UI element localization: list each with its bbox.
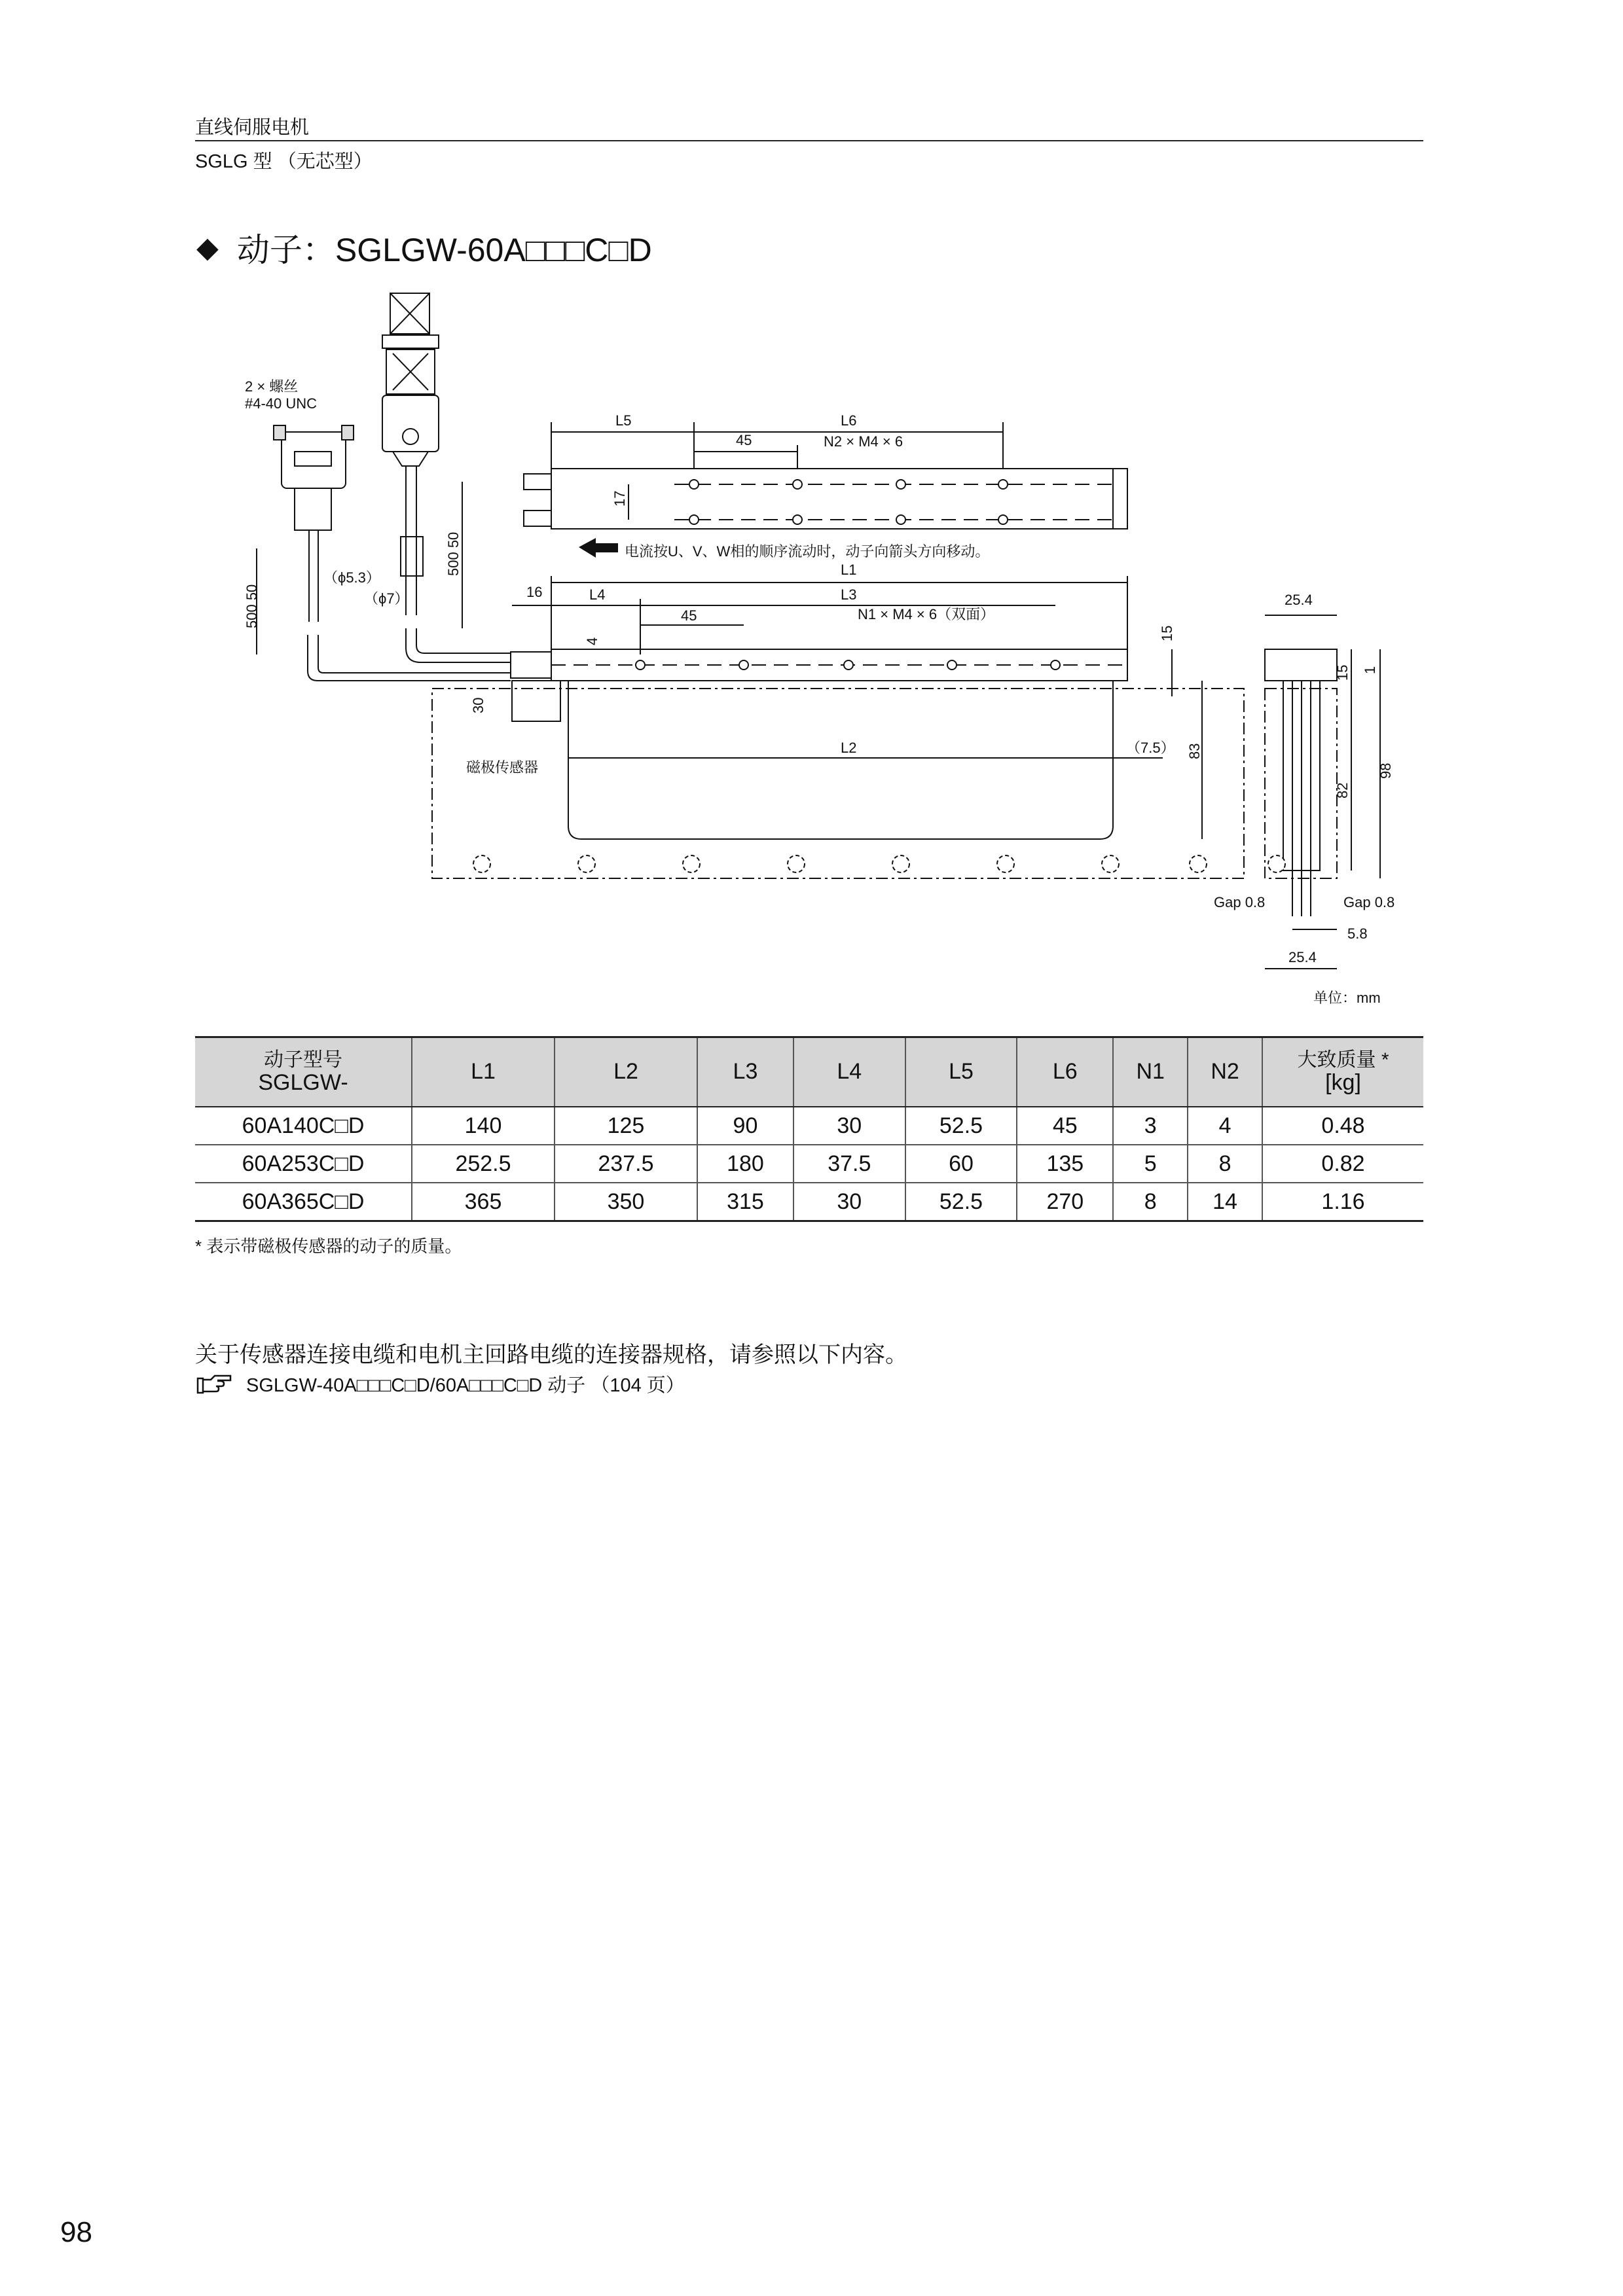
cell-N1: 3 (1113, 1107, 1188, 1145)
label-screw: 2 × 螺丝 (245, 378, 299, 395)
cell-L2: 125 (555, 1107, 697, 1145)
label-screw-spec: #4-40 UNC (245, 395, 318, 412)
label-25-4-top: 25.4 (1285, 592, 1313, 608)
header-subtitle: SGLG 型 （无芯型） (195, 151, 373, 172)
cell-L6: 45 (1017, 1107, 1113, 1145)
col-L6: L6 (1017, 1037, 1113, 1107)
label-45-mid: 45 (681, 607, 697, 624)
label-82: 82 (1334, 782, 1351, 798)
label-7-5: （7.5） (1126, 740, 1175, 756)
label-98: 98 (1377, 762, 1394, 779)
cell-model: 60A140C□D (195, 1107, 412, 1145)
label-phi7: （ϕ7） (364, 590, 409, 607)
label-16: 16 (526, 584, 543, 600)
cell-L5: 60 (905, 1145, 1017, 1183)
table-header-row (195, 1037, 1423, 1107)
spec-table (195, 1036, 1423, 1222)
label-L1: L1 (841, 562, 857, 578)
col-L1: L1 (412, 1037, 555, 1107)
cell-L3: 315 (697, 1183, 793, 1221)
label-15: 15 (1159, 625, 1175, 641)
table-row (195, 1183, 1423, 1221)
cell-L1: 252.5 (412, 1145, 555, 1183)
label-unit: 单位：mm (1313, 990, 1381, 1006)
label-L3: L3 (841, 586, 857, 603)
col-model: 动子型号 SGLGW- (195, 1037, 412, 1107)
label-30: 30 (470, 697, 486, 713)
cell-N1: 5 (1113, 1145, 1188, 1183)
cell-L3: 90 (697, 1107, 793, 1145)
label-5-8: 5.8 (1347, 925, 1368, 942)
page-number: 98 (60, 2216, 92, 2248)
col-N1: N1 (1113, 1037, 1188, 1107)
sensor-body (512, 681, 560, 721)
col-L2: L2 (555, 1037, 697, 1107)
label-45-top: 45 (736, 432, 752, 448)
cell-mass: 0.48 (1262, 1107, 1423, 1145)
label-sensor: 磁极传感器 (466, 759, 539, 776)
cell-model: 60A365C□D (195, 1183, 412, 1221)
cell-L4: 37.5 (793, 1145, 905, 1183)
dimension-drawing (190, 281, 1434, 1021)
label-phi53: （ϕ5.3） (323, 569, 380, 586)
label-25-4-bottom: 25.4 (1288, 949, 1317, 965)
sensor-connector (282, 432, 346, 488)
label-1: 1 (1362, 666, 1378, 674)
cell-model: 60A253C□D (195, 1145, 412, 1183)
reference-text: 关于传感器连接电缆和电机主回路电缆的连接器规格，请参照以下内容。 (195, 1342, 907, 1368)
cell-N2: 4 (1188, 1107, 1262, 1145)
reference-link-text: SGLGW-40A□□□C□D/60A□□□C□D 动子 （104 页） (246, 1375, 685, 1396)
label-500-50-a: 500 50 (445, 531, 462, 576)
label-L2: L2 (841, 740, 857, 756)
label-500-50-b: 500 50 (244, 584, 260, 628)
table-row (195, 1107, 1423, 1145)
cell-L1: 140 (412, 1107, 555, 1145)
cell-L5: 52.5 (905, 1107, 1017, 1145)
cell-N2: 8 (1188, 1145, 1262, 1183)
pointing-hand-icon (195, 1373, 233, 1395)
cell-N1: 8 (1113, 1183, 1188, 1221)
section-title-text: 动子：SGLGW-60A□□□C□D (236, 232, 652, 268)
cell-L2: 237.5 (555, 1145, 697, 1183)
cell-L5: 52.5 (905, 1183, 1017, 1221)
label-15-side: 15 (1334, 664, 1351, 681)
col-L3: L3 (697, 1037, 793, 1107)
label-gap-right: Gap 0.8 (1343, 894, 1395, 910)
sensor-connector-slot (295, 452, 331, 466)
cell-L6: 270 (1017, 1183, 1113, 1221)
col-N2: N2 (1188, 1037, 1262, 1107)
label-83: 83 (1186, 743, 1203, 759)
cell-mass: 0.82 (1262, 1145, 1423, 1183)
label-4: 4 (584, 637, 600, 645)
cell-L4: 30 (793, 1183, 905, 1221)
header-category: 直线伺服电机 (195, 117, 310, 138)
table-row (195, 1145, 1423, 1183)
label-17: 17 (611, 490, 628, 507)
cell-L6: 135 (1017, 1145, 1113, 1183)
cell-N2: 14 (1188, 1183, 1262, 1221)
cell-L4: 30 (793, 1107, 905, 1145)
label-holes-top: N2 × M4 × 6 (824, 433, 903, 450)
cell-L2: 350 (555, 1183, 697, 1221)
label-direction-note: 电流按U、V、W相的顺序流动时，动子向箭头方向移动。 (625, 543, 990, 560)
magnet-track (432, 689, 1244, 878)
diamond-bullet-icon: ◆ (196, 231, 219, 264)
header-rule (195, 140, 1423, 141)
label-L4: L4 (589, 586, 606, 603)
section-title (196, 224, 652, 271)
label-gap-left: Gap 0.8 (1214, 894, 1266, 910)
label-L6: L6 (841, 412, 857, 429)
direction-arrow-icon (579, 538, 618, 558)
cell-L3: 180 (697, 1145, 793, 1183)
cell-L1: 365 (412, 1183, 555, 1221)
label-holes-mid: N1 × M4 × 6（双面） (858, 606, 995, 622)
end-view (1265, 649, 1337, 681)
label-L5: L5 (615, 412, 632, 429)
col-mass: 大致质量 * [kg] (1262, 1037, 1423, 1107)
mass-footnote: * 表示带磁极传感器的动子的质量。 (195, 1236, 462, 1256)
cell-mass: 1.16 (1262, 1183, 1423, 1221)
reference-link[interactable] (195, 1371, 685, 1397)
col-L4: L4 (793, 1037, 905, 1107)
col-L5: L5 (905, 1037, 1017, 1107)
